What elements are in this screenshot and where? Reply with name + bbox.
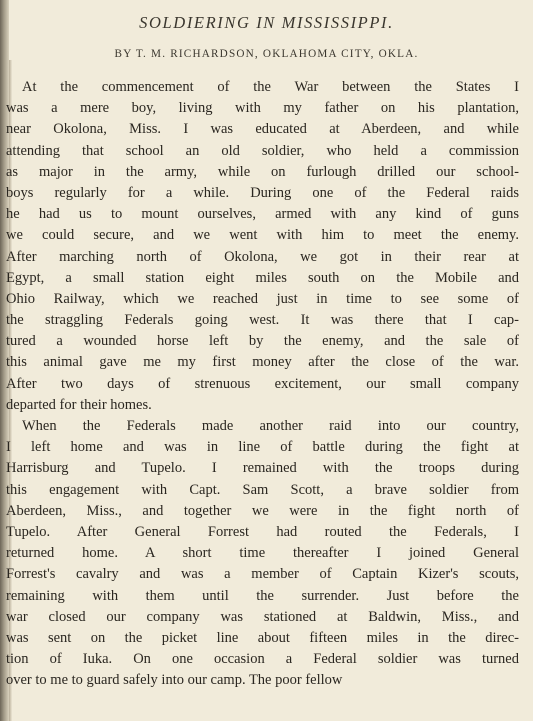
text-line: war closed our company was stationed at Baldwin, Miss., and bbox=[6, 608, 519, 625]
text-line: Forrest's cavalry and was a member of Captain Kizer's scouts, bbox=[6, 566, 519, 583]
text-line: Aberdeen, Miss., and together we were in the fight north of bbox=[6, 502, 519, 519]
text-line: was sent on the picket line about fifteen miles in the direc- bbox=[6, 629, 519, 646]
text-line: as major in the army, while on furlough drilled our school- bbox=[6, 163, 519, 180]
text-line: After two days of strenuous excitement, our small company bbox=[6, 375, 519, 392]
text-line: over to me to guard safely into our camp. The poor fellow bbox=[6, 672, 343, 689]
text-line: near Okolona, Miss. I was educated at Aberdeen, and while bbox=[6, 121, 519, 138]
text-line: Tupelo. After General Forrest had routed the Federals, I bbox=[6, 523, 519, 540]
text-line: we could secure, and we went with him to meet the enemy. bbox=[6, 227, 519, 244]
text-line: attending that school an old soldier, who held a commission bbox=[6, 142, 519, 159]
text-line: this animal gave me my first money after the close of the war. bbox=[6, 354, 519, 371]
text-line: Ohio Railway, which we reached just in time to see some of bbox=[6, 290, 519, 307]
text-line: he had us to mount ourselves, armed with any kind of guns bbox=[6, 206, 519, 223]
paragraph bbox=[6, 77, 519, 416]
article-body bbox=[6, 77, 519, 691]
paragraph bbox=[6, 416, 519, 691]
text-line: this engagement with Capt. Sam Scott, a brave soldier from bbox=[6, 481, 519, 498]
text-line: tured a wounded horse left by the enemy, and the sale of bbox=[6, 333, 519, 350]
text-line: was a mere boy, living with my father on his plantation, bbox=[6, 100, 519, 117]
text-line: departed for their homes. bbox=[6, 396, 152, 413]
text-line: the straggling Federals going west. It was there that I cap- bbox=[6, 312, 519, 329]
article-title: SOLDIERING IN MISSISSIPPI. bbox=[139, 13, 394, 32]
text-line: When the Federals made another raid into our country, bbox=[22, 418, 519, 434]
text-line: At the commencement of the War between the States I bbox=[22, 79, 519, 95]
text-line: Egypt, a small station eight miles south on the Mobile and bbox=[6, 269, 519, 286]
text-line: Harrisburg and Tupelo. I remained with the troops during bbox=[6, 460, 519, 477]
text-line: After marching north of Okolona, we got in their rear at bbox=[6, 248, 519, 265]
article-byline: BY T. M. RICHARDSON, OKLAHOMA CITY, OKLA. bbox=[114, 48, 419, 60]
text-line: returned home. A short time thereafter I joined General bbox=[6, 545, 519, 562]
text-line: I left home and was in line of battle during the fight at bbox=[6, 439, 519, 456]
text-line: tion of Iuka. On one occasion a Federal soldier was turned bbox=[6, 651, 519, 668]
text-line: boys regularly for a while. During one of the Federal raids bbox=[6, 184, 519, 201]
text-line: remaining with them until the surrender. Just before the bbox=[6, 587, 519, 604]
